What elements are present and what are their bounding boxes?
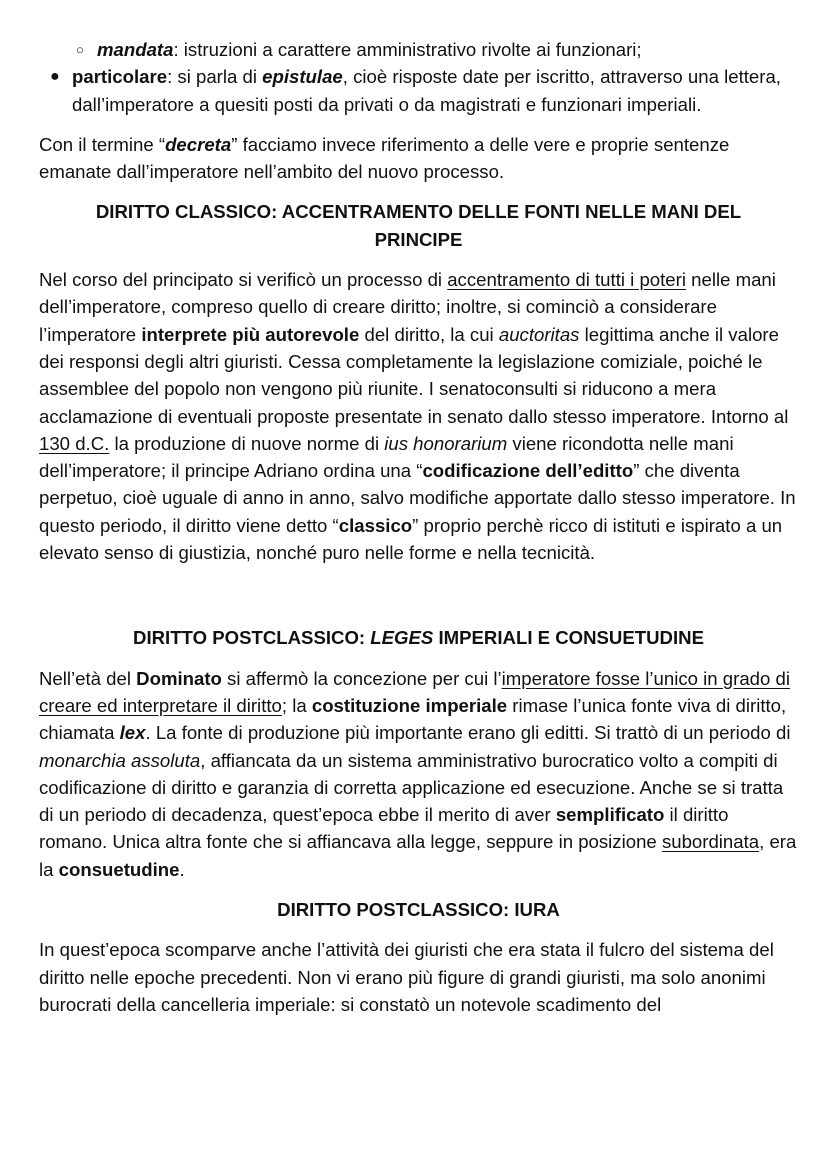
text-fragment: . — [179, 858, 185, 880]
text-fragment: ” che diventa perpetuo, cioè uguale di anno in anno, salvo modifiche apportate dallo stesso imperatore. In questo periodo, il diritto viene detto “ — [39, 460, 796, 536]
bold-text: costituzione imperiale — [311, 694, 508, 716]
bold-text: semplificato — [555, 804, 665, 826]
text-fragment: legittima anche il valore dei responsi degli altri giuristi. Cessa completamente la legislazione comiziale, poiché le assemblee del popolo non vengono più riunite. I senatoconsulti si riducono a mera acclamazione di eventuali proposte presentate in senato dallo stesso imperatore. Intorno al — [39, 323, 789, 427]
underlined-text: subordinata — [661, 831, 760, 853]
heading-diritto-postclassico-iura: DIRITTO POSTCLASSICO: IURA — [277, 899, 560, 921]
bold-text: Dominato — [136, 667, 222, 689]
paragraph-diritto-postclassico — [39, 665, 798, 883]
text-fragment: , cioè risposte date per iscritto, attraverso una lettera, dall’imperatore a quesiti posti da privati o da magistrati e funzionari imperiali. — [72, 66, 781, 115]
heading-fragment: DIRITTO POSTCLASSICO: — [133, 627, 371, 649]
bold-italic-text: lex — [119, 722, 146, 744]
text-fragment: , era la — [39, 831, 797, 880]
italic-text: auctoritas — [498, 323, 580, 345]
text-fragment: viene ricondotta nelle mani dell’imperatore; il principe Adriano ordina una “ — [39, 432, 734, 482]
list-item-particolare — [39, 63, 798, 118]
italic-text: ius honorarium — [384, 432, 508, 454]
term-mandata: mandata — [97, 39, 174, 60]
bold-text: classico — [338, 514, 413, 536]
underlined-text: 130 d.C. — [39, 432, 110, 454]
text-fragment: Nel corso del principato si verificò un processo di — [39, 269, 448, 291]
heading-fragment: IMPERIALI E CONSUETUDINE — [433, 627, 704, 649]
definition-list — [39, 36, 798, 118]
text-fragment: , affiancata da un sistema amministrativo burocratico volto a compiti di codificazione di diritto e garanzia di corretta applicazione ed esecuzione. Anche se si tratta di un periodo di decadenza, quest’epoca ebbe il merito di aver — [39, 749, 784, 826]
text-fragment: ; la — [281, 694, 312, 716]
term-decreta: decreta — [165, 133, 232, 155]
bold-text: codificazione dell’editto — [422, 460, 634, 482]
text-fragment: del diritto, la cui — [359, 323, 499, 345]
text-fragment: Nell’età del — [39, 667, 137, 689]
underlined-text: imperatore fosse l’unico in grado di creare ed interpretare il diritto — [39, 667, 790, 716]
text-fragment: Con il termine “ — [39, 133, 166, 155]
bold-text: interprete più autorevole — [141, 323, 360, 345]
text-fragment: ” facciamo invece riferimento a delle vere e proprie sentenze emanate dall’imperatore nell’ambito del nuovo processo. — [39, 133, 730, 183]
term-epistulae: epistulae — [262, 66, 343, 88]
text-mandata: : istruzioni a carattere amministrativo rivolte ai funzionari; — [173, 39, 642, 60]
text-fragment: nelle mani dell’imperatore, compreso quello di creare diritto; inoltre, si cominciò a considerare l’imperatore — [39, 269, 776, 345]
text-fragment: rimase l’unica fonte viva di diritto, chiamata — [39, 694, 787, 744]
heading-diritto-classico: DIRITTO CLASSICO: ACCENTRAMENTO DELLE FONTI NELLE MANI DEL PRINCIPE — [95, 201, 742, 250]
heading-diritto-postclassico-leges — [39, 624, 798, 651]
text-fragment: il diritto romano. Unica altra fonte che si affiancava alla legge, seppure in posizione — [39, 804, 729, 853]
paragraph-diritto-classico — [39, 266, 798, 566]
list-item-mandata — [39, 36, 798, 63]
paragraph-iura: In quest’epoca scomparve anche l’attività dei giuristi che era stata il fulcro del sistema del diritto nelle epoche precedenti. Non vi erano più figure di grandi giuristi, ma solo anonimi burocrati della cancelleria imperiale: si constatò un notevole scadimento del — [39, 939, 774, 1015]
text-fragment: si affermò la concezione per cui l’ — [221, 667, 502, 689]
italic-text: monarchia assoluta — [39, 749, 201, 771]
heading-italic-fragment: LEGES — [370, 627, 434, 649]
filled-circle-bullet-icon: ● — [50, 68, 60, 86]
term-particolare: particolare — [72, 66, 168, 88]
paragraph-decreta — [39, 131, 798, 186]
hollow-circle-bullet-icon: ○ — [76, 42, 84, 57]
text-fragment: ” proprio perchè ricco di istituti e ispirato a un elevato senso di giustizia, nonché puro nelle forme e nella tecnicità. — [39, 514, 783, 564]
bold-text: consuetudine — [58, 858, 180, 880]
text-fragment: . La fonte di produzione più importante erano gli editti. Si trattò di un periodo di — [145, 722, 791, 744]
underlined-text: accentramento di tutti i poteri — [447, 269, 686, 291]
text-fragment: la produzione di nuove norme di — [109, 432, 385, 454]
text-fragment: : si parla di — [167, 66, 263, 88]
